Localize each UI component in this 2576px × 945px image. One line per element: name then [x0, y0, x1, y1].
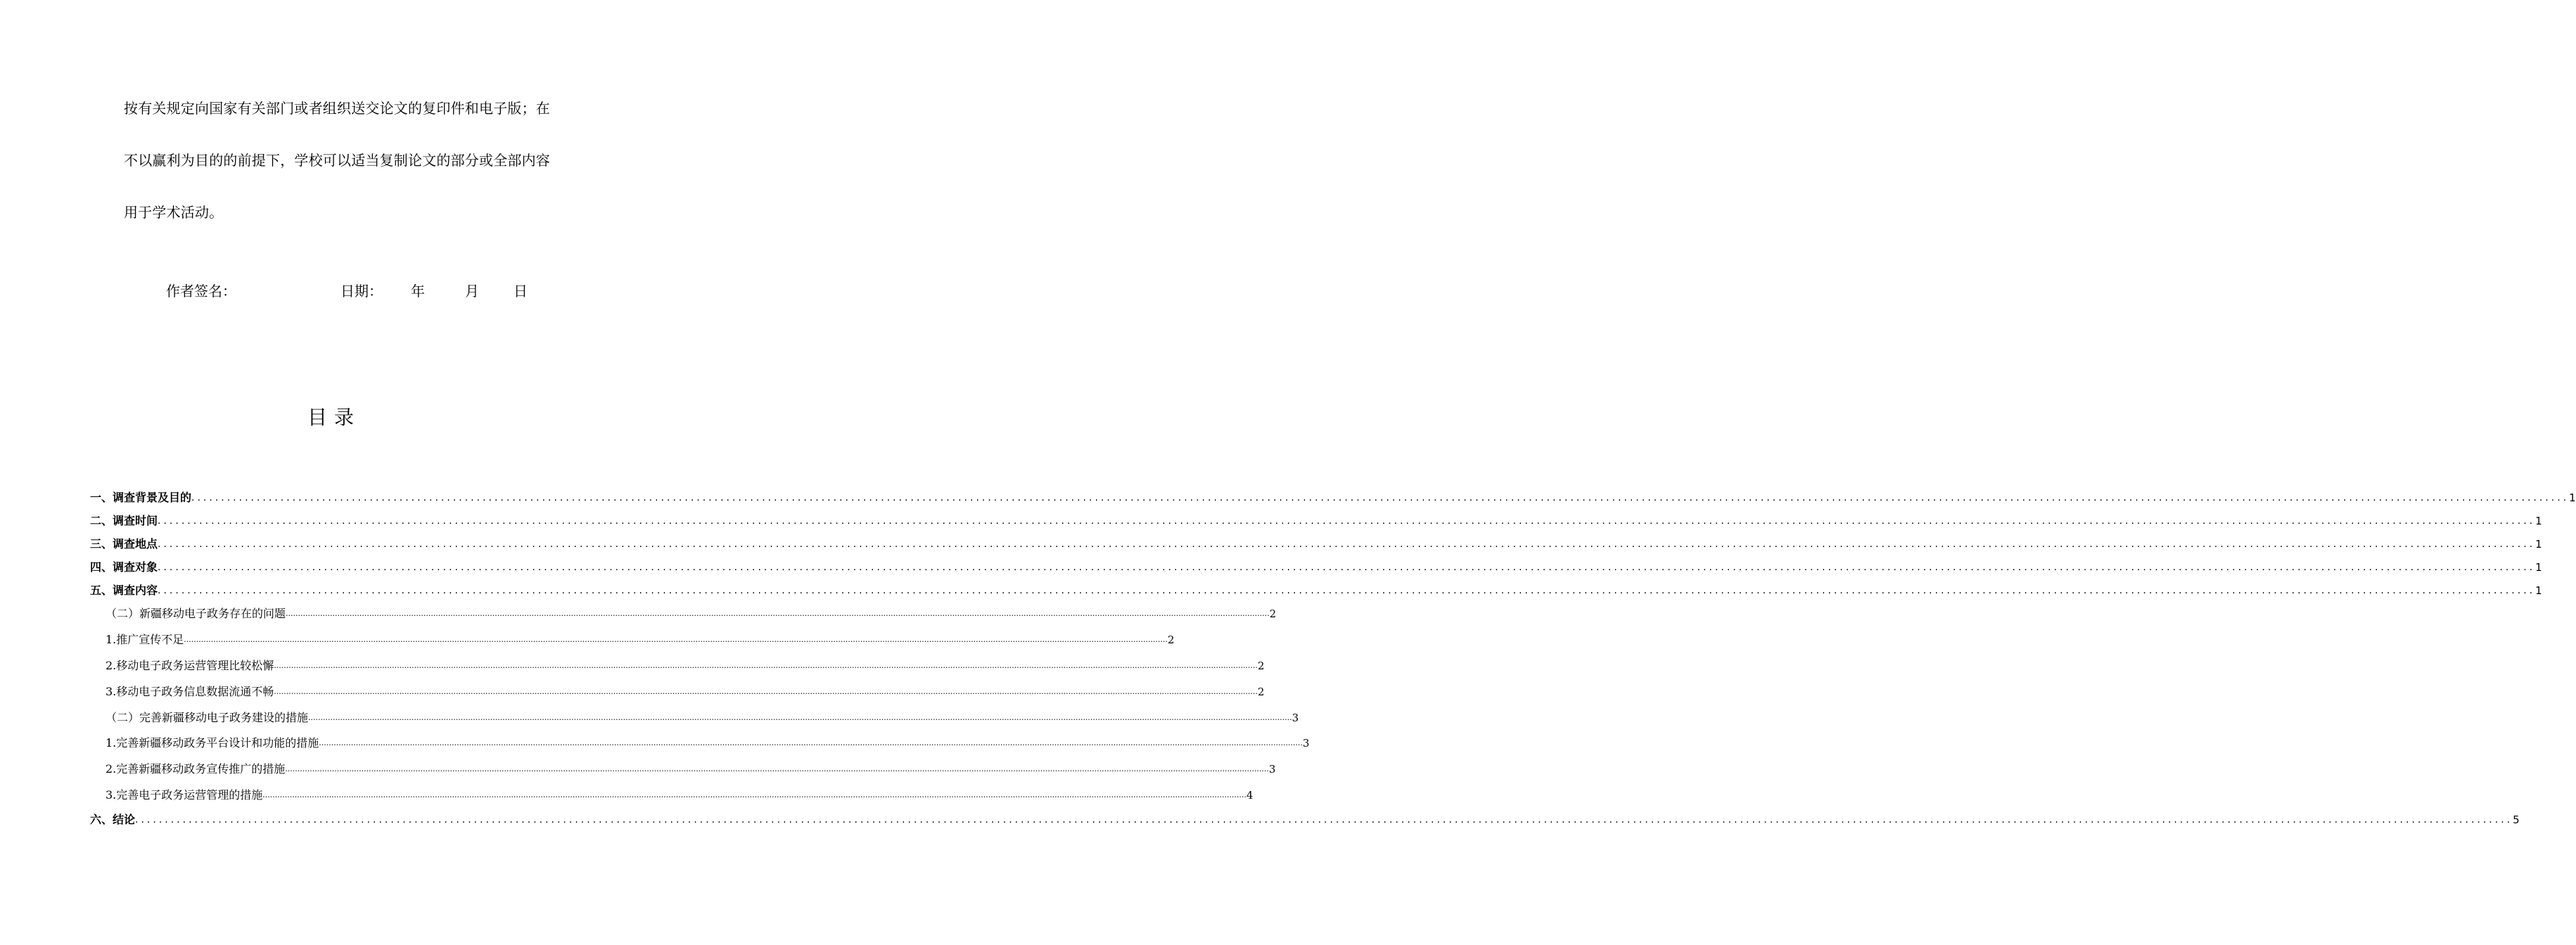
toc-entry-page: 1 [2535, 584, 2542, 597]
toc-entry-label: 3.完善电子政务运营管理的措施 [106, 788, 263, 802]
toc-entry[interactable] [106, 657, 1265, 674]
date-label: 日期： [340, 283, 383, 300]
toc-entry-page: 1 [2535, 515, 2542, 527]
toc-leader-dots: ................................................................................................................................................................................................................................................................................................................................................................................................................ [285, 764, 1269, 773]
author-signature-label: 作者签名： [166, 283, 236, 300]
toc-leader-dots: ................................................................................................................................................................................................................................................................................................................................................................................................................ [158, 562, 2536, 573]
toc-entry-page: 2 [1167, 634, 1175, 646]
paragraph-line-1: 按有关规定向国家有关部门或者组织送交论文的复印件和电子版；在 [124, 100, 550, 117]
toc-entry-page: 4 [1246, 789, 1254, 802]
toc-entry[interactable] [90, 489, 2576, 506]
toc-entry-label: 3.移动电子政务信息数据流通不畅 [106, 685, 274, 698]
toc-leader-dots: ................................................................................................................................................................................................................................................................................................................................................................................................................ [274, 687, 1258, 696]
toc-leader-dots: ................................................................................................................................................................................................................................................................................................................................................................................................................ [286, 609, 1270, 618]
toc-entry-label: 五、调查内容 [90, 584, 158, 597]
toc-entry-page: 3 [1302, 737, 1310, 750]
toc-leader-dots: ................................................................................................................................................................................................................................................................................................................................................................................................................ [158, 515, 2536, 527]
paragraph-line-2: 不以赢利为目的的前提下，学校可以适当复制论文的部分或全部内容 [124, 152, 550, 169]
toc-entry-page: 2 [1257, 660, 1265, 672]
toc-entry[interactable] [106, 683, 1265, 700]
toc-entry[interactable] [106, 760, 1276, 777]
toc-entry-label: 一、调查背景及目的 [90, 491, 192, 504]
toc-entry-label: 1.完善新疆移动政务平台设计和功能的措施 [106, 736, 319, 750]
toc-entry-page: 5 [2513, 814, 2520, 826]
toc-entry[interactable] [90, 512, 2542, 529]
toc-entry[interactable] [106, 709, 1299, 726]
toc-entry-page: 1 [2535, 538, 2542, 551]
toc-entry-label: （二）新疆移动电子政务存在的问题 [106, 607, 286, 620]
toc-entry-label: 三、调查地点 [90, 537, 158, 551]
toc-title: 目录 [307, 406, 361, 429]
toc-leader-dots: ................................................................................................................................................................................................................................................................................................................................................................................................................ [308, 713, 1292, 722]
paragraph-line-3: 用于学术活动。 [124, 204, 224, 221]
toc-leader-dots: ................................................................................................................................................................................................................................................................................................................................................................................................................ [191, 492, 2570, 503]
toc-entry-label: 1.推广宣传不足 [106, 633, 184, 646]
toc-entry[interactable] [106, 631, 1175, 648]
toc-entry-page: 1 [2569, 491, 2576, 504]
toc-entry-page: 1 [2535, 561, 2542, 574]
toc-entry[interactable] [106, 734, 1310, 751]
toc-leader-dots: ................................................................................................................................................................................................................................................................................................................................................................................................................ [319, 738, 1303, 747]
toc-entry[interactable] [90, 581, 2542, 598]
toc-leader-dots: ................................................................................................................................................................................................................................................................................................................................................................................................................ [184, 635, 1168, 644]
day-label: 日 [514, 283, 528, 300]
month-label: 月 [465, 283, 479, 300]
toc-entry-label: 二、调查时间 [90, 514, 158, 527]
toc-entry-page: 2 [1269, 608, 1277, 620]
toc-entry-label: （二）完善新疆移动电子政务建设的措施 [106, 711, 309, 724]
toc-entry-label: 2.移动电子政务运营管理比较松懈 [106, 659, 274, 672]
toc-entry[interactable] [90, 535, 2542, 552]
toc-leader-dots: ................................................................................................................................................................................................................................................................................................................................................................................................................ [158, 585, 2536, 596]
toc-entry[interactable] [106, 786, 1254, 803]
toc-entry-page: 2 [1257, 686, 1265, 698]
toc-leader-dots: ................................................................................................................................................................................................................................................................................................................................................................................................................ [158, 539, 2536, 550]
toc-entry-label: 四、调查对象 [90, 560, 158, 574]
toc-leader-dots: ................................................................................................................................................................................................................................................................................................................................................................................................................ [262, 790, 1246, 799]
toc-leader-dots: ................................................................................................................................................................................................................................................................................................................................................................................................................ [274, 661, 1258, 670]
toc-entry-page: 3 [1268, 763, 1276, 776]
toc-entry[interactable] [90, 811, 2520, 828]
toc-entry[interactable] [90, 558, 2542, 575]
toc-entry-label: 六、结论 [90, 813, 136, 826]
toc-leader-dots: ................................................................................................................................................................................................................................................................................................................................................................................................................ [135, 814, 2513, 825]
toc-entry-page: 3 [1292, 712, 1299, 724]
year-label: 年 [411, 283, 425, 300]
toc-entry[interactable] [106, 605, 1277, 622]
toc-entry-label: 2.完善新疆移动政务宣传推广的措施 [106, 762, 286, 776]
